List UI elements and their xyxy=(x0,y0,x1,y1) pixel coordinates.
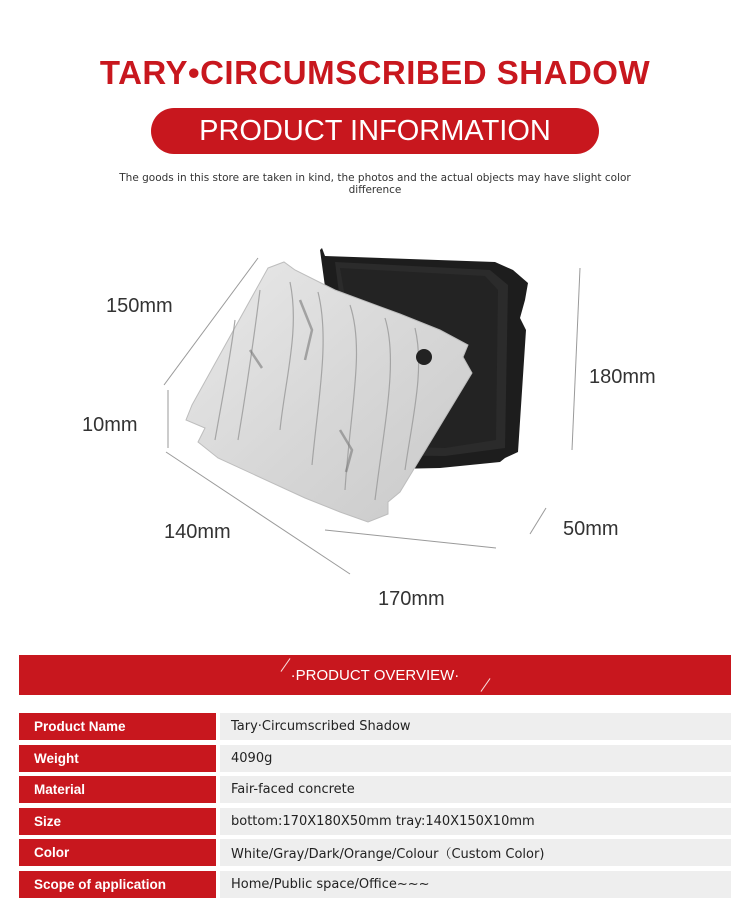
dim-label-lid-thickness: 10mm xyxy=(82,414,138,436)
spec-row-color xyxy=(19,839,731,866)
spec-value: 4090g xyxy=(220,745,731,772)
spec-label: Product Name xyxy=(19,713,216,740)
spec-label: Size xyxy=(19,808,216,835)
section-pill-label: PRODUCT INFORMATION xyxy=(199,114,551,147)
dim-line-170 xyxy=(325,530,496,548)
overview-heading: ·PRODUCT OVERVIEW· xyxy=(290,666,460,684)
spec-value: Home/Public space/Office~~~ xyxy=(220,871,731,898)
dim-label-tray-height: 50mm xyxy=(563,518,619,540)
spec-label: Scope of application xyxy=(19,871,216,898)
spec-row-size xyxy=(19,808,731,835)
lid-hole xyxy=(416,349,432,365)
spec-value: Tary·Circumscribed Shadow xyxy=(220,713,731,740)
dim-label-tray-width: 170mm xyxy=(378,588,445,610)
overview-heading-bar xyxy=(19,655,731,695)
spec-row-scope xyxy=(19,871,731,898)
color-difference-notice: The goods in this store are taken in kind, the photos and the actual objects may have slight color difference xyxy=(119,172,631,196)
dim-label-lid-length: 150mm xyxy=(106,295,173,317)
spec-label: Weight xyxy=(19,745,216,772)
spec-value: Fair-faced concrete xyxy=(220,776,731,803)
spec-row-product-name xyxy=(19,713,731,740)
dim-line-50 xyxy=(530,508,546,534)
spec-value: White/Gray/Dark/Orange/Colour（Custom Color) xyxy=(220,839,731,866)
spec-label: Material xyxy=(19,776,216,803)
decorative-slash xyxy=(281,658,291,672)
spec-label: Color xyxy=(19,839,216,866)
spec-row-material xyxy=(19,776,731,803)
spec-table xyxy=(19,713,731,902)
dim-line-180 xyxy=(572,268,580,450)
dim-label-lid-width: 140mm xyxy=(164,521,231,543)
dim-label-tray-length: 180mm xyxy=(589,366,656,388)
decorative-slash xyxy=(481,678,491,692)
page-title: TARY•CIRCUMSCRIBED SHADOW xyxy=(99,54,651,91)
section-pill xyxy=(151,108,599,154)
spec-value: bottom:170X180X50mm tray:140X150X10mm xyxy=(220,808,731,835)
spec-row-weight xyxy=(19,745,731,772)
